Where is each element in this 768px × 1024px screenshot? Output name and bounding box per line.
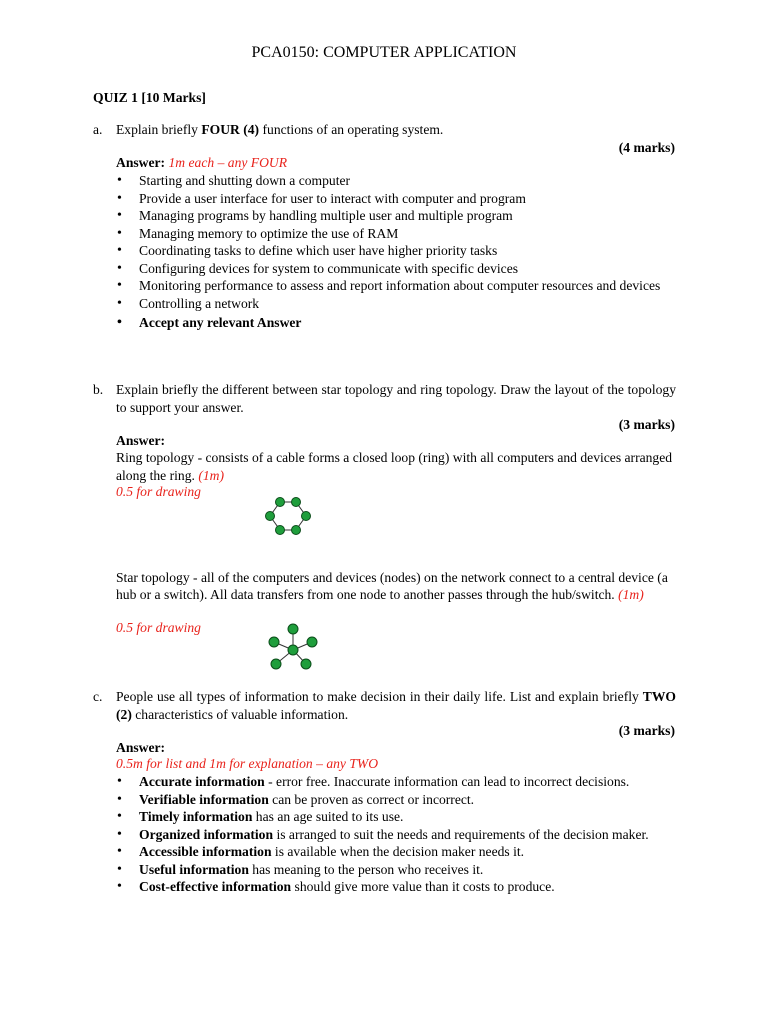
star-node xyxy=(288,624,298,634)
question-c-marks: (3 marks) xyxy=(618,723,675,738)
star-text: Star topology - all of the computers and devices (nodes) on the network connect to a central device (a hub or a switch). All data transfers from one node to another passes through the hub/switch. xyxy=(116,570,668,602)
ring-node xyxy=(292,526,301,535)
list-item xyxy=(116,773,676,791)
list-item xyxy=(116,791,676,809)
question-c-answer-label: Answer: xyxy=(116,740,166,755)
question-c-answer-note: 0.5m for list and 1m for explanation – any TWO xyxy=(116,756,379,771)
ring-cable xyxy=(270,502,306,530)
question-c-post: characteristics of valuable information. xyxy=(131,706,349,722)
list-item-term: Organized information xyxy=(139,826,274,842)
star-node xyxy=(301,659,311,669)
star-node xyxy=(307,637,317,647)
question-a-marks: (4 marks) xyxy=(618,140,675,155)
question-a-text xyxy=(116,121,676,139)
list-item-term: Verifiable information xyxy=(139,791,269,807)
list-item-term: Useful information xyxy=(139,861,249,877)
list-item: • Provide a user interface for user to interact with computer and program xyxy=(116,190,676,208)
list-item: • Starting and shutting down a computer xyxy=(116,172,676,190)
answer-note: 1m each – any FOUR xyxy=(168,155,288,170)
star-node xyxy=(271,659,281,669)
star-topology-diagram xyxy=(262,622,324,674)
question-b-marks: (3 marks) xyxy=(618,417,675,432)
list-item xyxy=(116,843,676,861)
ring-text: Ring topology - consists of a cable forms a closed loop (ring) with all computers and devices arranged along the ring. xyxy=(116,450,673,483)
list-item-desc: is available when the decision maker needs it. xyxy=(271,844,525,859)
list-item: • Managing memory to optimize the use of RAM xyxy=(116,225,676,243)
question-a-list xyxy=(116,172,676,332)
list-item: • Configuring devices for system to communicate with specific devices xyxy=(116,260,676,278)
quiz-heading: QUIZ 1 [10 Marks] xyxy=(93,90,206,105)
list-item-final: • Accept any relevant Answer xyxy=(116,314,676,332)
ring-topology-text xyxy=(116,449,676,484)
ring-node xyxy=(276,526,285,535)
list-item: • Coordinating tasks to define which user have higher priority tasks xyxy=(116,242,676,260)
question-a-answer-label xyxy=(116,154,287,172)
list-item: • Managing programs by handling multiple user and multiple program xyxy=(116,207,676,225)
question-c-label: c. xyxy=(93,689,103,704)
list-item: • Controlling a network xyxy=(116,295,676,313)
question-a-label: a. xyxy=(93,122,103,137)
ring-node xyxy=(276,498,285,507)
question-c-pre: People use all types of information to make decision in their daily life. List and explain briefly xyxy=(116,689,643,704)
list-item-desc: has an age suited to its use. xyxy=(252,809,404,824)
star-topology-text xyxy=(116,569,676,603)
question-b-answer-label: Answer: xyxy=(116,433,166,448)
answer-label: Answer: xyxy=(116,155,166,170)
question-c-bold: TWO (2) xyxy=(116,689,676,722)
question-b-text: Explain briefly the different between star topology and ring topology. Draw the layout of the topology to support your answer. xyxy=(116,382,676,415)
ring-drawing-note: 0.5 for drawing xyxy=(116,484,201,499)
list-item-desc: - error free. Inaccurate information can lead to incorrect decisions. xyxy=(264,774,630,789)
list-item-term: Accurate information xyxy=(139,774,265,789)
star-hub xyxy=(288,645,298,655)
question-a-post: functions of an operating system. xyxy=(259,122,444,137)
list-item-desc: can be proven as correct or incorrect. xyxy=(268,791,475,807)
page-title: PCA0150: COMPUTER APPLICATION xyxy=(251,44,517,61)
ring-node xyxy=(302,512,311,521)
star-node xyxy=(269,637,279,647)
ring-node xyxy=(266,512,275,521)
star-mark: (1m) xyxy=(618,587,644,602)
list-item xyxy=(116,861,676,879)
list-item xyxy=(116,878,676,896)
list-item-term: Timely information xyxy=(139,809,253,824)
ring-topology-diagram xyxy=(262,494,322,540)
ring-mark: (1m) xyxy=(198,467,224,483)
list-item xyxy=(116,808,676,826)
question-c-text xyxy=(116,688,676,723)
question-c-list xyxy=(116,773,676,896)
question-a-pre: Explain briefly xyxy=(116,122,202,137)
list-item-term: Accessible information xyxy=(139,844,272,859)
star-drawing-note: 0.5 for drawing xyxy=(116,620,201,635)
list-item-term: Cost-effective information xyxy=(139,879,292,894)
question-b-label: b. xyxy=(93,382,104,397)
list-item-desc: is arranged to suit the needs and requirements of the decision maker. xyxy=(273,826,649,842)
ring-node xyxy=(292,498,301,507)
question-a-bold: FOUR (4) xyxy=(201,122,260,137)
list-item: • Monitoring performance to assess and report information about computer resources and devices xyxy=(116,277,676,295)
list-item-desc: should give more value than it costs to produce. xyxy=(291,879,555,894)
list-item-desc: has meaning to the person who receives it. xyxy=(248,861,484,877)
list-item xyxy=(116,826,676,844)
